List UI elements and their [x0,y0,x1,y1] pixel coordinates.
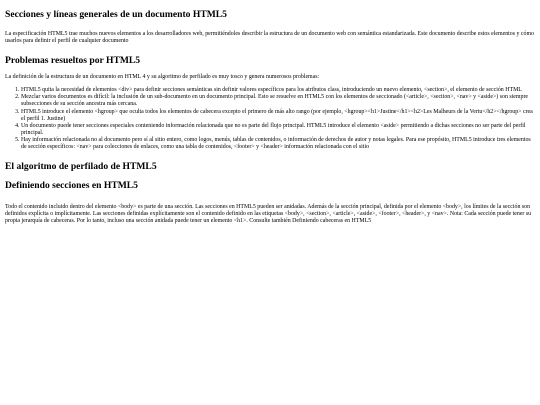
intro-paragraph: La especificación HTML5 trae muchos nuevos elementos a los desarrolladores web, permitiéndoles describir la estructura de un documento web con semántica estandarizada. Este documento describe estos elementos y cómo usarlos para definir el perfil de cualquier documento [5,31,534,45]
problems-intro: La definición de la estructura de un documento en HTML 4 y su algoritmo de perfilado es muy tosco y genera numerosos problemas: [5,74,320,81]
list-item: 5. Hay información relacionada no al documento pero sí al sitio entero, como logos, menús, tablas de contenidos, o información de derechos de autor y notas legales. Para ese propósito, HTML5 introduce tres elementos de sección específicos: <nav> para colecciones de enlaces, como una tabla de contenidos, <footer> y <header> información relacionada con el sitio [21,137,535,151]
list-item: 2. Mezclar varios documentos es difícil: la inclusión de un sub-documento en un documento principal. Esto se resuelve en HTML5 con los elementos de seccionado (<article>, <section>, <nav> y <aside>) son siempre subsecciones de su sección ancestra más cercana. [21,94,535,108]
defining-sections-paragraph: Todo el contenido incluido dentro del elemento <body> es parte de una sección. Las secciones en HTML5 pueden ser anidadas. Además de la sección principal, definida por el elemento <body>, los límites de la sección son definidos explícita o implícitamente. Las secciones definidas explícitamente son el contenido definido en las etiquetas <body>, <section>, <article>, <aside>, <footer>, <header>, y <nav>. Nota: Cada sección puede tener su propia jerarquía de cabeceras. Por lo tanto, incluso una sección anidada puede tener un elemento <h1>. Consulte también Definiendo cabeceras en HTML5 [5,204,532,225]
list-item: 3. HTML5 introduce el elemento <hgroup> que oculta todos los elementos de cabecera excepto el primero de más alto rango (por ejemplo, <hgroup><h1>Justine</h1><h2>Les Malheurs de la Vertu</h2></hgroup> crea el perfil 1. Justine) [21,109,535,123]
defining-sections-heading: Definiendo secciones en HTML5 [5,180,138,192]
list-item: 4. Un documento puede tener secciones especiales conteniendo información relacionada que no es parte del flujo principal. HTML5 introduce el elemento <aside> permitiendo a dichas secciones no ser parte del perfil principal. [21,123,535,137]
problems-heading: Problemas resueltos por HTML5 [5,55,141,67]
page-title: Secciones y líneas generales de un documento HTML5 [5,9,227,20]
problems-list [5,87,535,151]
algorithm-heading: El algoritmo de perfilado de HTML5 [5,161,157,173]
list-item: 1. HTML5 quita la necesidad de elementos <div> para definir secciones semánticas sin definir valores específicos para los atributos class, introduciendo un nuevo elemento, <section>, el elemento de sección HTML [21,87,535,94]
